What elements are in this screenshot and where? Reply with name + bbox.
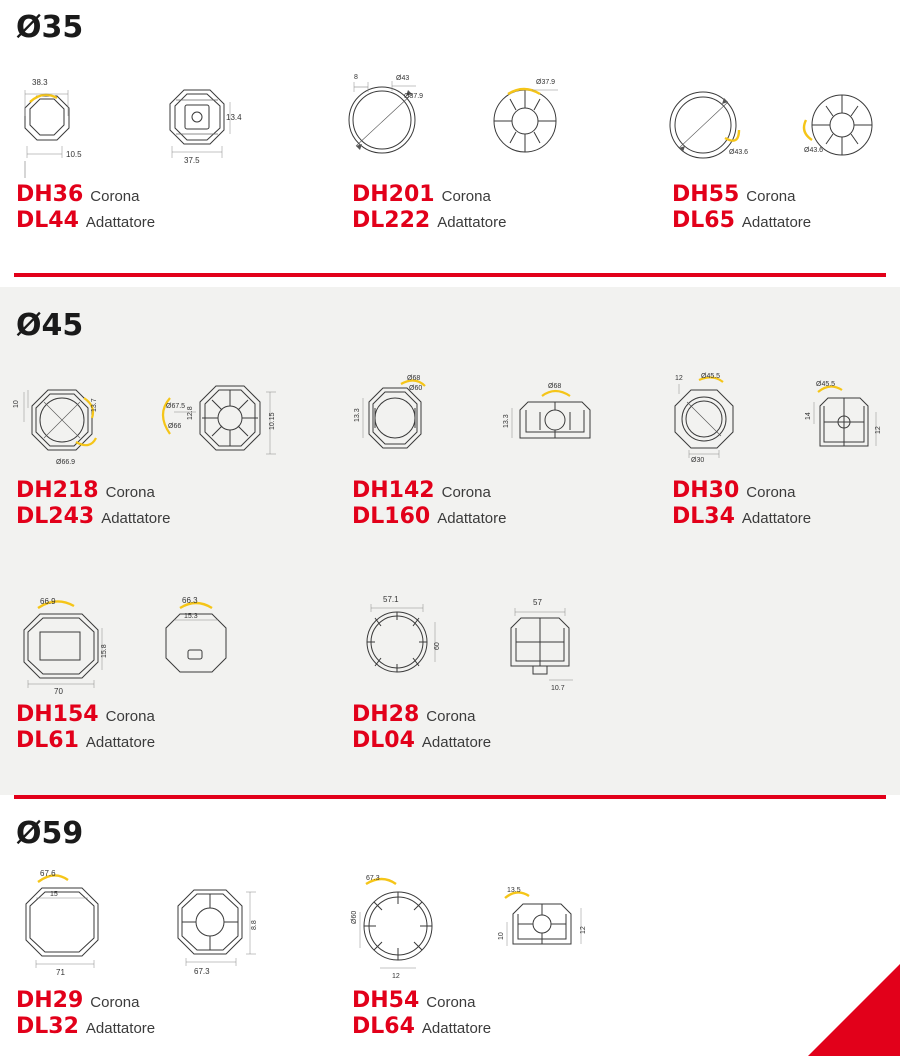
role-corona: Corona: [441, 188, 491, 205]
role-corona: Corona: [426, 994, 476, 1011]
label-dh142-dl160: [352, 478, 506, 530]
svg-text:8: 8: [354, 74, 358, 81]
figure-dl222-adattatore: [480, 66, 600, 176]
svg-text:Ø37.9: Ø37.9: [404, 93, 424, 100]
role-adattatore: Adattatore: [421, 1019, 492, 1037]
figure-dh28-corona: [345, 592, 465, 697]
svg-text:66.9: 66.9: [40, 597, 56, 606]
svg-text:Ø60: Ø60: [351, 910, 358, 924]
svg-text:Ø60: Ø60: [409, 385, 423, 392]
svg-text:67.3: 67.3: [366, 875, 380, 882]
code-corona: DH55: [672, 182, 740, 207]
svg-text:57.1: 57.1: [383, 595, 399, 604]
svg-text:13.3: 13.3: [503, 414, 510, 428]
code-adattatore: DL243: [16, 503, 95, 529]
code-corona: DH28: [352, 702, 420, 727]
svg-text:66.3: 66.3: [182, 596, 198, 605]
code-corona: DH142: [352, 478, 435, 503]
figure-dl243-adattatore: [140, 368, 300, 483]
svg-text:57: 57: [533, 598, 542, 607]
figure-dh29-corona: [10, 862, 140, 977]
code-corona: DH154: [16, 702, 99, 727]
svg-text:12: 12: [675, 375, 683, 382]
role-adattatore: Adattatore: [437, 509, 507, 527]
role-adattatore: Adattatore: [437, 213, 507, 231]
role-corona: Corona: [426, 708, 476, 725]
role-corona: Corona: [90, 188, 140, 205]
label-dh36-dl44: [16, 182, 155, 234]
code-adattatore: DL61: [16, 727, 79, 753]
svg-text:10.15: 10.15: [269, 412, 276, 430]
svg-text:10.7: 10.7: [551, 685, 565, 692]
figure-dh54-corona: [340, 868, 470, 983]
svg-text:Ø45.5: Ø45.5: [701, 373, 721, 380]
figure-dh201-corona: [340, 68, 470, 178]
figure-dl04-adattatore: [485, 594, 615, 699]
label-dh54-dl64: [352, 988, 491, 1040]
figure-dh55-corona: [655, 70, 775, 180]
svg-text:67.6: 67.6: [40, 869, 56, 878]
role-adattatore: Adattatore: [421, 733, 492, 751]
role-corona: Corona: [105, 708, 155, 725]
svg-text:67.3: 67.3: [194, 967, 210, 976]
svg-text:60: 60: [434, 642, 441, 650]
section-divider-2: [14, 795, 886, 799]
svg-text:Ø66: Ø66: [168, 423, 182, 430]
svg-text:13.5: 13.5: [507, 887, 521, 894]
figure-dl44-adattatore: [160, 72, 280, 172]
label-dh28-dl04: [352, 702, 491, 754]
svg-text:12: 12: [580, 926, 587, 934]
code-adattatore: DL32: [16, 1013, 79, 1039]
svg-text:Ø67.5: Ø67.5: [166, 403, 186, 410]
svg-text:71: 71: [56, 968, 65, 977]
section-divider-1: [14, 273, 886, 277]
label-dh201-dl222: [352, 182, 506, 234]
role-adattatore: Adattatore: [741, 213, 812, 231]
svg-text:10: 10: [498, 932, 505, 940]
role-corona: Corona: [746, 484, 796, 501]
svg-text:13.3: 13.3: [354, 408, 361, 422]
label-dh30-dl34: [672, 478, 811, 530]
svg-text:Ø45.5: Ø45.5: [816, 381, 836, 388]
figure-dl34-adattatore: [790, 372, 900, 477]
svg-text:15.8: 15.8: [101, 644, 108, 658]
code-corona: DH54: [352, 988, 420, 1013]
figure-dl61-adattatore: [150, 592, 270, 697]
svg-text:13.7: 13.7: [91, 398, 98, 412]
role-adattatore: Adattatore: [85, 733, 156, 751]
svg-text:Ø66.9: Ø66.9: [56, 459, 76, 466]
svg-text:13.4: 13.4: [226, 113, 242, 122]
role-corona: Corona: [441, 484, 491, 501]
role-corona: Corona: [90, 994, 140, 1011]
svg-text:38.3: 38.3: [32, 78, 48, 87]
svg-text:Ø37.9: Ø37.9: [536, 79, 556, 86]
code-adattatore: DL65: [672, 207, 735, 233]
section-title-d35: Ø35: [16, 10, 84, 45]
figure-dh142-corona: [345, 368, 475, 478]
role-adattatore: Adattatore: [741, 509, 812, 527]
label-dh29-dl32: [16, 988, 155, 1040]
svg-text:12: 12: [392, 973, 400, 980]
figure-dl65-adattatore: [790, 70, 900, 180]
label-dh154-dl61: [16, 702, 155, 754]
role-adattatore: Adattatore: [101, 509, 171, 527]
role-adattatore: Adattatore: [85, 213, 156, 231]
code-adattatore: DL160: [352, 503, 431, 529]
svg-text:Ø43.6: Ø43.6: [729, 149, 749, 156]
code-corona: DH29: [16, 988, 84, 1013]
label-dh218-dl243: [16, 478, 170, 530]
svg-text:70: 70: [54, 687, 63, 696]
role-corona: Corona: [746, 188, 796, 205]
section-title-d59: Ø59: [16, 816, 84, 851]
figure-dh218-corona: [10, 368, 160, 478]
svg-text:12: 12: [875, 426, 882, 434]
svg-text:14: 14: [805, 412, 812, 420]
figure-dh36-corona: [10, 68, 130, 178]
code-adattatore: DL04: [352, 727, 415, 753]
figure-dh30-corona: [655, 370, 785, 480]
role-corona: Corona: [105, 484, 155, 501]
svg-text:12.8: 12.8: [187, 406, 194, 420]
svg-text:10.5: 10.5: [66, 150, 82, 159]
svg-text:Ø30: Ø30: [691, 457, 705, 464]
code-corona: DH218: [16, 478, 99, 503]
code-corona: DH36: [16, 182, 84, 207]
code-adattatore: DL34: [672, 503, 735, 529]
label-dh55-dl65: [672, 182, 811, 234]
section-title-d45: Ø45: [16, 308, 84, 343]
svg-text:Ø68: Ø68: [407, 375, 421, 382]
figure-dh154-corona: [10, 592, 140, 702]
role-adattatore: Adattatore: [85, 1019, 156, 1037]
svg-text:8.8: 8.8: [251, 920, 258, 930]
corner-accent-triangle: [808, 964, 900, 1056]
figure-dl32-adattatore: [160, 872, 290, 982]
figure-dl64-adattatore: [485, 878, 615, 983]
code-adattatore: DL44: [16, 207, 79, 233]
svg-text:10: 10: [13, 400, 20, 408]
svg-text:15: 15: [50, 891, 58, 898]
svg-text:Ø68: Ø68: [548, 383, 562, 390]
code-adattatore: DL222: [352, 207, 431, 233]
code-corona: DH30: [672, 478, 740, 503]
code-corona: DH201: [352, 182, 435, 207]
code-adattatore: DL64: [352, 1013, 415, 1039]
svg-text:15.3: 15.3: [184, 613, 198, 620]
svg-text:37.5: 37.5: [184, 156, 200, 165]
svg-text:Ø43.6: Ø43.6: [804, 147, 824, 154]
figure-dl160-adattatore: [490, 368, 630, 478]
svg-text:Ø43: Ø43: [396, 75, 410, 82]
